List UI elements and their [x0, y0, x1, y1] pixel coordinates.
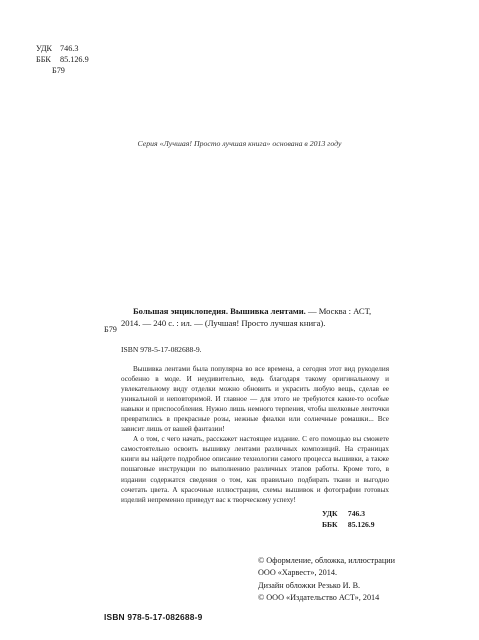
bbk-bold-label: ББК [322, 520, 338, 529]
copyright-line: © ООО «Издательство АСТ», 2014 [258, 593, 380, 603]
author-mark-row [36, 65, 89, 76]
annotation-paragraph: Вышивка лентами была популярна во все времена, а сегодня этот вид рукоделия особенно в моде. И неудивительно, ведь благодаря такому оригинальному и увлекательному виду отделки можно обновить и украсить любую вещь, сделав ее уникальной и неповторимой. И главное — для этого не требуются какие-то особые навыки и приспособления. Нужно лишь немного терпения, чтобы шелковые ленточки превратились в прекрасные розы, нежные фиалки или солнечные ромашки... Все зависит лишь от вашей фантазии! [121, 365, 389, 434]
bibliographic-entry [121, 305, 391, 329]
udc-bold-value: 746.3 [347, 509, 365, 518]
catalog-isbn: ISBN 978-5-17-082688-9. [121, 345, 202, 354]
classification-block [36, 43, 89, 76]
book-title: Большая энциклопедия. Вышивка лентами. [133, 306, 306, 316]
classification-bold-block [322, 508, 374, 530]
bbk-bold-value: 85.126.9 [347, 520, 375, 529]
bbk-bold-row [322, 519, 374, 530]
annotation [121, 364, 389, 505]
copyright-line: © Оформление, обложка, иллюстрации [258, 556, 396, 565]
isbn-bottom: ISBN 978-5-17-082688-9 [104, 612, 203, 622]
udc-value: 746.3 [60, 44, 79, 53]
bibliographic-details: — Москва : АСТ, 2014. — 240 с. : ил. — (Лучшая! Просто лучшая книга). [121, 306, 372, 328]
series-note: Серия «Лучшая! Просто лучшая книга» основана в 2013 году [137, 139, 342, 148]
bbk-label: ББК [36, 55, 51, 64]
catalog-code: Б79 [104, 325, 117, 334]
copyright-line: ООО «Харвест», 2014. [258, 568, 337, 578]
copyright-block [258, 555, 458, 605]
annotation-paragraph: А о том, с чего начать, расскажет настоящее издание. С его помощью вы сможете самостоятельно освоить вышивку лентами различных композиций. На страницах книги вы найдете подробное описание технологии самого процесса вышивки, а также пошаговые инструкции по выполнению различных этапов работы. Кроме того, в издании содержатся сведения о том, как правильно подбирать ткани и выгодно сочетать цвета. А красочные иллюстрации, схемы вышивок и фотографии готовых изделий непременно приведут вас к творческому успеху! [121, 435, 389, 504]
udc-bold-row [322, 508, 374, 519]
bbk-value: 85.126.9 [60, 55, 89, 64]
copyright-line: Дизайн обложки Резько И. В. [258, 580, 361, 590]
bbk-row [36, 54, 89, 65]
udc-row [36, 43, 89, 54]
udc-bold-label: УДК [322, 509, 338, 518]
author-mark: Б79 [52, 66, 65, 75]
udc-label: УДК [36, 44, 53, 53]
